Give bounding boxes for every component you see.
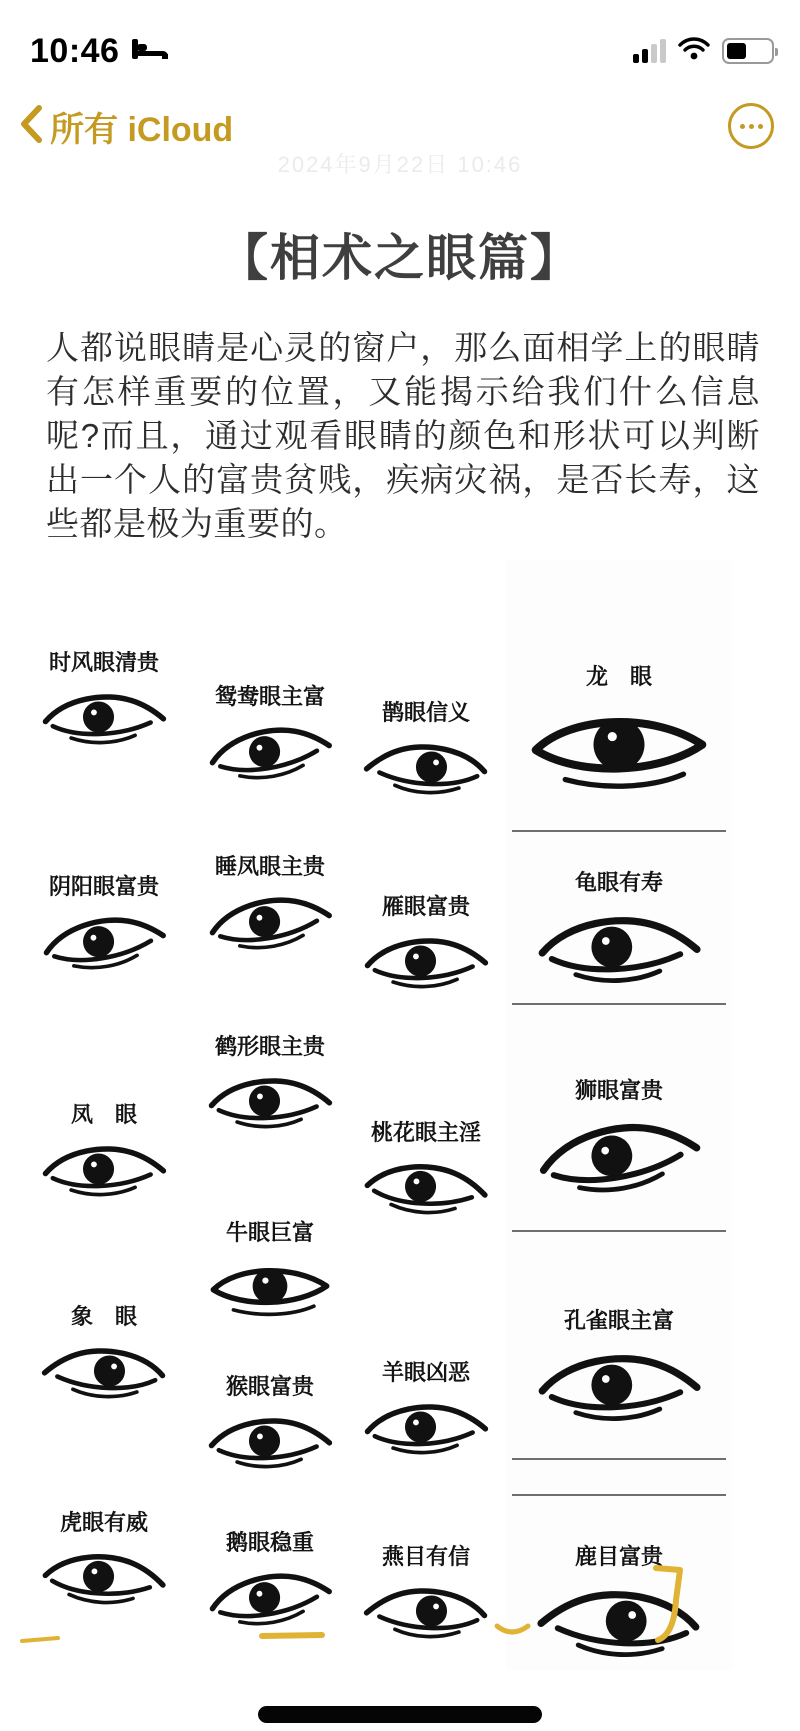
eye-item [506,1074,732,1202]
divider [512,830,726,832]
eye-item [192,680,348,788]
status-bar [0,0,800,80]
eye-label: 凤 眼 [70,1102,137,1127]
eye-item [192,1370,348,1478]
eye-label: 龙 眼 [585,664,652,689]
eye-label: 鹊眼信义 [381,700,470,725]
wifi-icon [678,37,710,66]
nav-bar [0,96,800,156]
battery-icon [722,38,774,64]
eye-item [350,1116,502,1224]
eye-item [350,1540,502,1648]
eye-label: 象 眼 [70,1304,137,1329]
eye-column-1 [28,560,180,1670]
eye-drawing [360,735,492,799]
eye-drawing [521,699,717,793]
eye-label: 孔雀眼主富 [563,1308,674,1333]
eye-drawing [204,1255,336,1319]
pen-mark-icon [646,1560,688,1650]
eye-label: 燕目有信 [381,1544,470,1569]
eye-diagram-image [0,560,800,1670]
pen-mark-icon [258,1628,328,1642]
eye-label: 睡凤眼主贵 [214,854,325,879]
eye-label: 鹅眼稳重 [225,1530,314,1555]
eye-drawing [204,1409,336,1473]
divider [512,1458,726,1460]
eye-drawing [38,1137,170,1201]
eye-item [350,890,502,998]
eye-item [28,646,180,754]
divider [512,1230,726,1232]
divider [512,1494,726,1496]
eye-item [192,1216,348,1324]
pen-mark-icon [492,1620,534,1640]
eye-drawing [38,1339,170,1403]
eye-drawing [528,1343,710,1427]
eye-column-4 [506,560,732,1670]
eye-drawing [201,1557,340,1637]
note-paragraph: 人都说眼睛是心灵的窗户，那么面相学上的眼睛有怎样重要的位置，又能揭示给我们什么信息呢?而且，通过观看眼睛的颜色和形状可以判断出一个人的富贵贫贱，疾病灾祸，是否长寿，这些都是极为重要的。 [46,329,760,542]
bed-icon [131,36,169,67]
eye-label: 时风眼清贵 [48,650,159,675]
eye-label: 鹿目富贵 [574,1544,663,1569]
eye-item [350,1356,502,1464]
divider [512,1003,726,1005]
more-button[interactable] [728,103,774,149]
eye-label: 牛眼巨富 [225,1220,314,1245]
eye-drawing [524,1102,715,1208]
back-button[interactable] [20,102,233,151]
eye-drawing [35,901,174,981]
eye-label: 阴阳眼富贵 [48,874,159,899]
eye-label: 雁眼富贵 [381,894,470,919]
eye-drawing [360,929,492,993]
eye-item [28,1098,180,1206]
eye-item [506,660,732,798]
status-time: 10:46 [30,31,120,70]
note-title: 【相术之眼篇】 [218,230,582,286]
eye-item [192,1030,348,1138]
chevron-left-icon [20,105,42,148]
eye-label: 猴眼富贵 [225,1374,314,1399]
eye-drawing [360,1579,492,1643]
eye-label: 鹤形眼主贵 [214,1034,325,1059]
eye-label: 龟眼有寿 [574,870,663,895]
eye-item [28,870,180,978]
eye-item [506,1540,732,1668]
eye-column-3 [350,560,502,1670]
pen-mark-icon [18,1632,64,1646]
eye-drawing [35,1538,173,1615]
eye-drawing [357,1148,495,1225]
ellipsis-circle-icon [740,124,763,129]
eye-item [192,850,348,958]
eye-label: 羊眼凶恶 [381,1360,470,1385]
eye-item [28,1506,180,1614]
cellular-signal-icon [633,39,666,63]
back-button-label: 所有 iCloud [50,110,234,149]
eye-label: 狮眼富贵 [574,1078,663,1103]
eye-item [506,866,732,994]
eye-drawing [360,1395,492,1459]
eye-drawing [201,711,340,791]
eye-item [506,1304,732,1432]
eye-drawing [38,685,170,749]
note-date: 2024年9月22日 10:46 [277,152,523,177]
eye-label: 鸳鸯眼主富 [214,684,325,709]
eye-drawing [528,905,710,989]
eye-item [350,696,502,804]
eye-item [28,1300,180,1408]
eye-column-2 [192,560,348,1670]
eye-item [192,1526,348,1634]
eye-drawing [204,1069,336,1133]
eye-label: 虎眼有威 [59,1510,148,1535]
eye-label: 桃花眼主淫 [370,1120,481,1145]
home-indicator[interactable] [258,1706,542,1723]
eye-drawing [201,881,340,961]
